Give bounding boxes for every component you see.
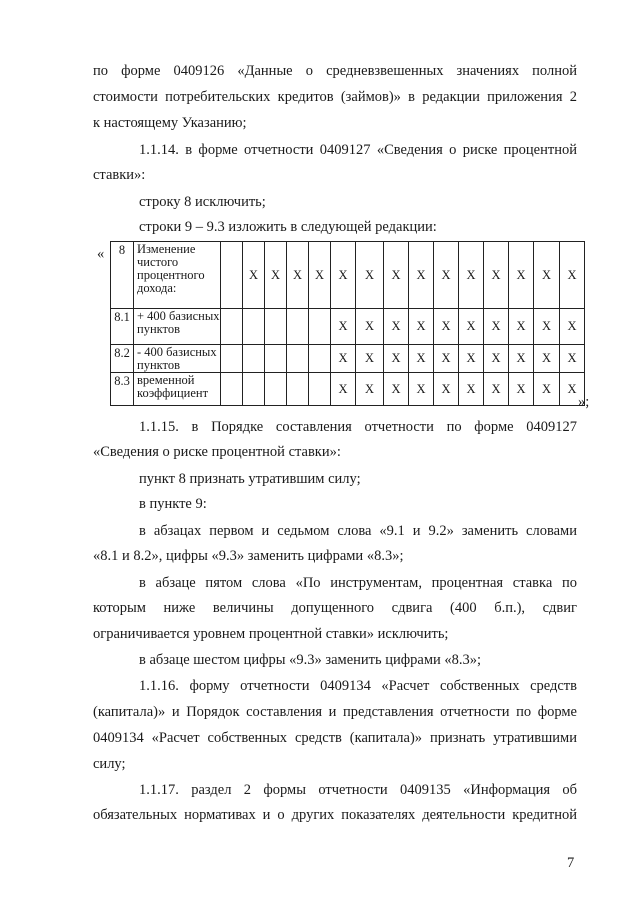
- table-cell: Х: [356, 345, 384, 373]
- table-cell: Х: [409, 373, 434, 406]
- row-description: Изменение чистого процентного дохода:: [134, 242, 221, 309]
- table-cell: Х: [356, 373, 384, 406]
- table-cell: Х: [509, 242, 534, 309]
- table-cell: Х: [534, 309, 560, 345]
- page-number: 7: [567, 855, 575, 871]
- table-cell: Х: [560, 373, 585, 406]
- table-cell: [287, 345, 309, 373]
- table-cell: [265, 373, 287, 406]
- table-cell: Х: [509, 373, 534, 406]
- table-cell: Х: [459, 373, 484, 406]
- table-cell: Х: [409, 309, 434, 345]
- table-cell: Х: [434, 345, 459, 373]
- table-row: [111, 309, 585, 345]
- text-line: в пункте 9:: [139, 496, 207, 512]
- table-cell: [221, 242, 243, 309]
- text-line: силу;: [93, 756, 126, 772]
- table-cell: Х: [287, 242, 309, 309]
- text-line: строки 9 – 9.3 изложить в следующей редакции:: [139, 219, 437, 235]
- text-line: строку 8 исключить;: [139, 194, 266, 210]
- table-cell: Х: [534, 345, 560, 373]
- text-line: в абзацах первом и седьмом слова «9.1 и 9.2» заменить словами: [139, 523, 577, 539]
- table-cell: Х: [384, 309, 409, 345]
- row-description: - 400 базисных пунктов: [134, 345, 221, 373]
- text-line: пункт 8 признать утратившим силу;: [139, 471, 361, 487]
- table-cell: [243, 309, 265, 345]
- table-cell: Х: [484, 242, 509, 309]
- table-cell: Х: [459, 309, 484, 345]
- table-row: [111, 373, 585, 406]
- table-cell: [287, 373, 309, 406]
- text-line: по форме 0409126 «Данные о средневзвешенных значениях полной: [93, 63, 577, 79]
- row-description: временной коэффициент: [134, 373, 221, 406]
- text-line: ограничивается уровнем процентной ставки» исключить;: [93, 626, 449, 642]
- table-cell: Х: [409, 345, 434, 373]
- table-cell: Х: [434, 242, 459, 309]
- text-line: 1.1.16. форму отчетности 0409134 «Расчет собственных средств: [139, 678, 577, 694]
- table-cell: Х: [534, 373, 560, 406]
- table-cell: [243, 345, 265, 373]
- text-line: «Сведения о риске процентной ставки»:: [93, 444, 341, 460]
- row-description: + 400 базисных пунктов: [134, 309, 221, 345]
- text-line: в абзаце шестом цифры «9.3» заменить цифрами «8.3»;: [139, 652, 482, 668]
- table-open-quote: «: [97, 246, 105, 262]
- table-cell: Х: [509, 345, 534, 373]
- table-close-quote: »;: [578, 394, 590, 410]
- table-cell: [265, 345, 287, 373]
- table-cell: Х: [331, 373, 356, 406]
- table-cell: [243, 373, 265, 406]
- table-cell: Х: [560, 309, 585, 345]
- text-line: (капитала)» и Порядок составления и представления отчетности по форме: [93, 704, 577, 720]
- table-cell: Х: [331, 242, 356, 309]
- table-cell: Х: [384, 345, 409, 373]
- table-cell: Х: [484, 309, 509, 345]
- table-cell: Х: [560, 345, 585, 373]
- amendment-table: [110, 241, 585, 406]
- text-line: обязательных нормативах и о других показателях деятельности кредитной: [93, 807, 577, 823]
- row-number: 8: [111, 242, 134, 309]
- table-cell: [221, 373, 243, 406]
- table-cell: Х: [384, 373, 409, 406]
- table-cell: Х: [560, 242, 585, 309]
- table-cell: [309, 373, 331, 406]
- table-cell: [309, 309, 331, 345]
- table-cell: Х: [331, 345, 356, 373]
- text-line: в абзаце пятом слова «По инструментам, процентная ставка по: [139, 575, 577, 591]
- table-row: [111, 242, 585, 309]
- table-cell: Х: [509, 309, 534, 345]
- table-cell: Х: [459, 345, 484, 373]
- table-cell: Х: [356, 309, 384, 345]
- table-cell: Х: [265, 242, 287, 309]
- table-cell: Х: [356, 242, 384, 309]
- table-cell: Х: [459, 242, 484, 309]
- text-line: стоимости потребительских кредитов (займов)» в редакции приложения 2: [93, 89, 577, 105]
- table-cell: Х: [484, 345, 509, 373]
- table-cell: Х: [331, 309, 356, 345]
- table-row: [111, 345, 585, 373]
- table-cell: Х: [484, 373, 509, 406]
- text-line: 0409134 «Расчет собственных средств (капитала)» признать утратившими: [93, 730, 577, 746]
- table-cell: [287, 309, 309, 345]
- table-cell: Х: [409, 242, 434, 309]
- table-cell: [221, 345, 243, 373]
- text-line: 1.1.15. в Порядке составления отчетности по форме 0409127: [139, 419, 577, 435]
- table-cell: Х: [243, 242, 265, 309]
- table-cell: [309, 345, 331, 373]
- table-cell: [265, 309, 287, 345]
- row-number: 8.3: [111, 373, 134, 406]
- text-line: 1.1.14. в форме отчетности 0409127 «Сведения о риске процентной: [139, 142, 577, 158]
- table-cell: [221, 309, 243, 345]
- text-line: «8.1 и 8.2», цифры «9.3» заменить цифрами «8.3»;: [93, 548, 404, 564]
- text-line: к настоящему Указанию;: [93, 115, 247, 131]
- text-line: ставки»:: [93, 167, 146, 183]
- table-cell: Х: [434, 373, 459, 406]
- text-line: 1.1.17. раздел 2 формы отчетности 0409135 «Информация об: [139, 782, 577, 798]
- table-cell: Х: [309, 242, 331, 309]
- row-number: 8.1: [111, 309, 134, 345]
- table-cell: Х: [434, 309, 459, 345]
- table-cell: Х: [534, 242, 560, 309]
- table-cell: Х: [384, 242, 409, 309]
- row-number: 8.2: [111, 345, 134, 373]
- text-line: которым ниже величины допущенного сдвига (400 б.п.), сдвиг: [93, 600, 577, 616]
